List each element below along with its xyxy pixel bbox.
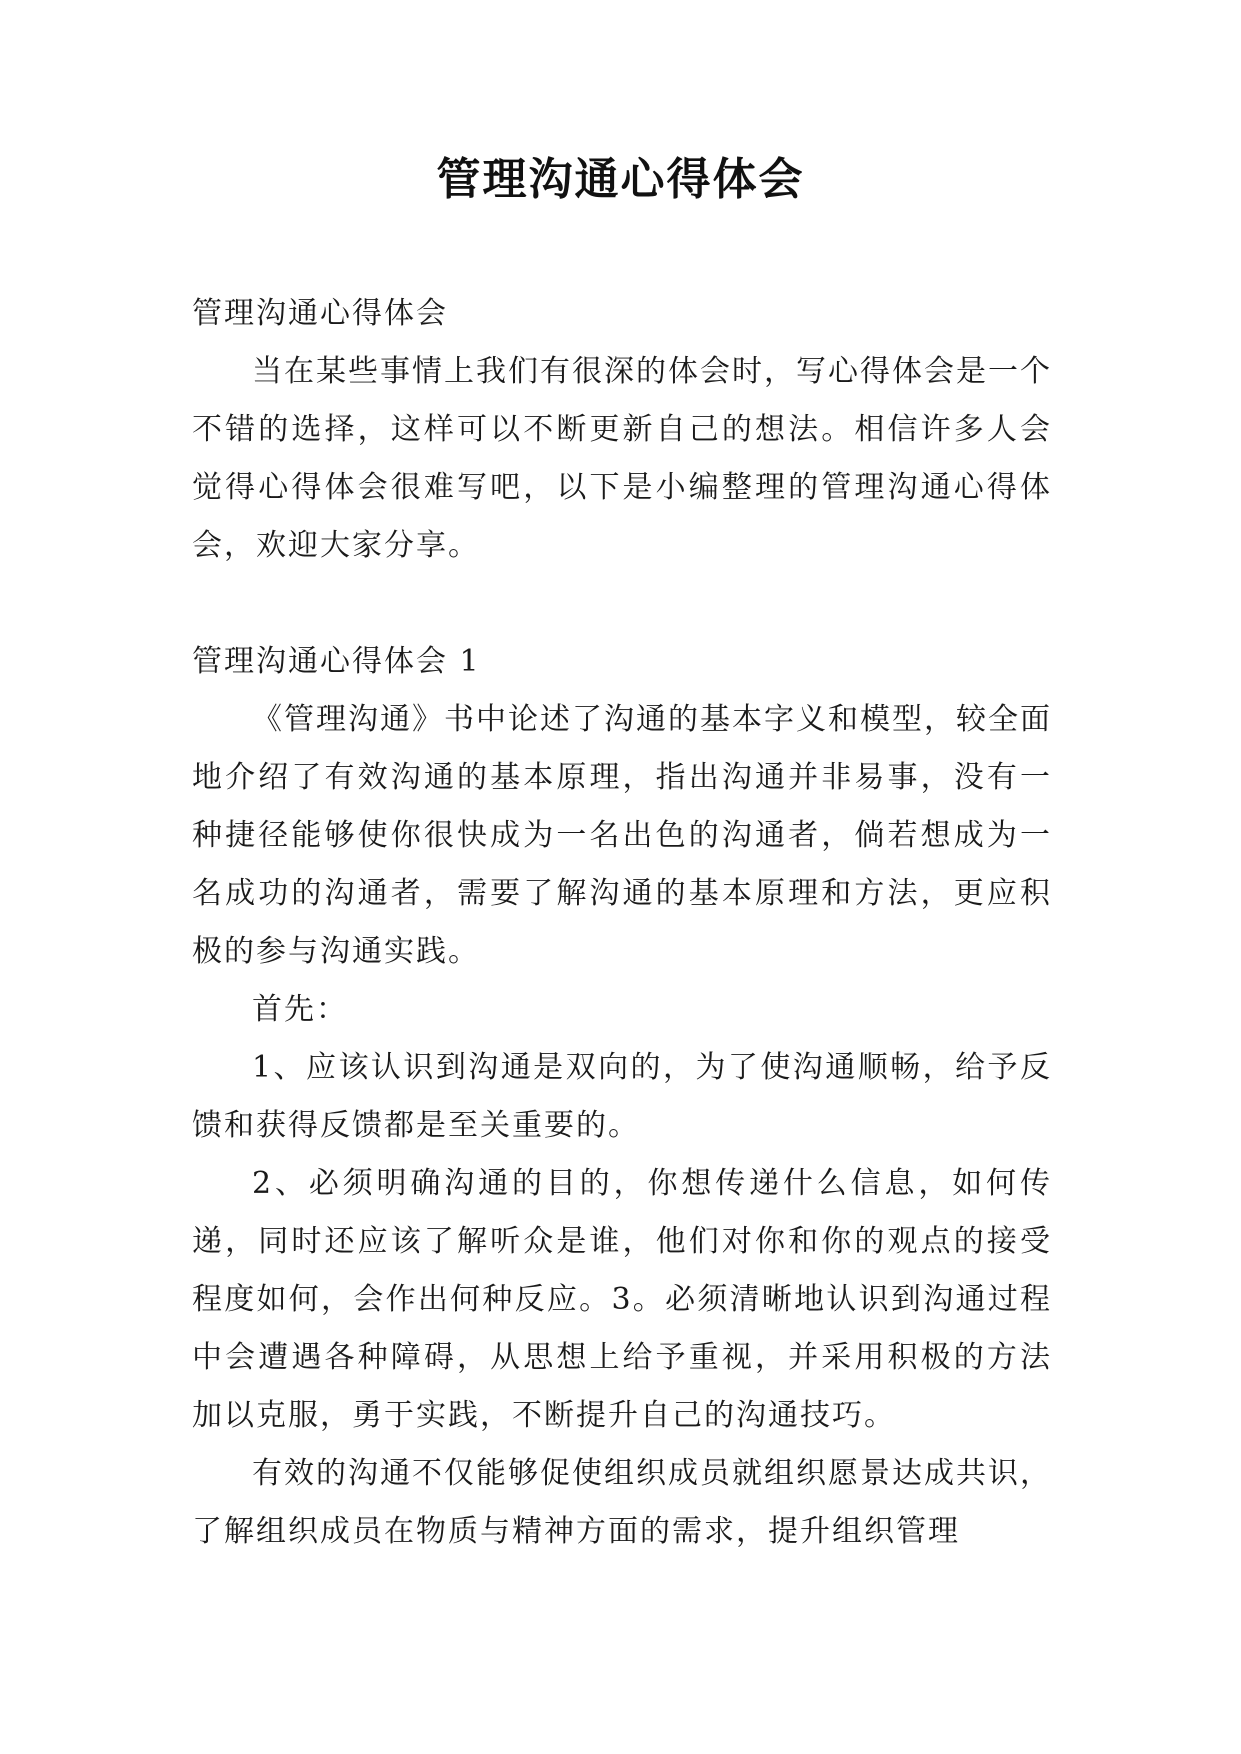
- intro-paragraph: 当在某些事情上我们有很深的体会时，写心得体会是一个不错的选择，这样可以不断更新自己的想法。相信许多人会觉得心得体会很难写吧，以下是小编整理的管理沟通心得体会，欢迎大家分享。: [192, 354, 1052, 563]
- document-title: 管理沟通心得体会: [436, 154, 805, 205]
- section1-point-1: 1、应该认识到沟通是双向的，为了使沟通顺畅，给予反馈和获得反馈都是至关重要的。: [192, 1050, 1052, 1143]
- intro-heading: 管理沟通心得体会: [192, 296, 448, 331]
- section-spacer: [192, 575, 1052, 633]
- section1-first-label: 首先：: [252, 992, 348, 1027]
- section1-point-2: 2、必须明确沟通的目的，你想传递什么信息，如何传递，同时还应该了解听众是谁，他们对你和你的观点的接受程度如何，会作出何种反应。3。必须清晰地认识到沟通过程中会遭遇各种障碍，从思想上给予重视，并采用积极的方法加以克服，勇于实践，不断提升自己的沟通技巧。: [192, 1166, 1052, 1433]
- section1-paragraph-2: 有效的沟通不仅能够促使组织成员就组织愿景达成共识，了解组织成员在物质与精神方面的需求，提升组织管理: [192, 1456, 1052, 1549]
- document-body: [192, 285, 1052, 1561]
- section1-paragraph: 《管理沟通》书中论述了沟通的基本字义和模型，较全面地介绍了有效沟通的基本原理，指出沟通并非易事，没有一种捷径能够使你很快成为一名出色的沟通者，倘若想成为一名成功的沟通者，需要了解沟通的基本原理和方法，更应积极的参与沟通实践。: [192, 702, 1052, 969]
- section1-heading: 管理沟通心得体会 1: [192, 644, 481, 679]
